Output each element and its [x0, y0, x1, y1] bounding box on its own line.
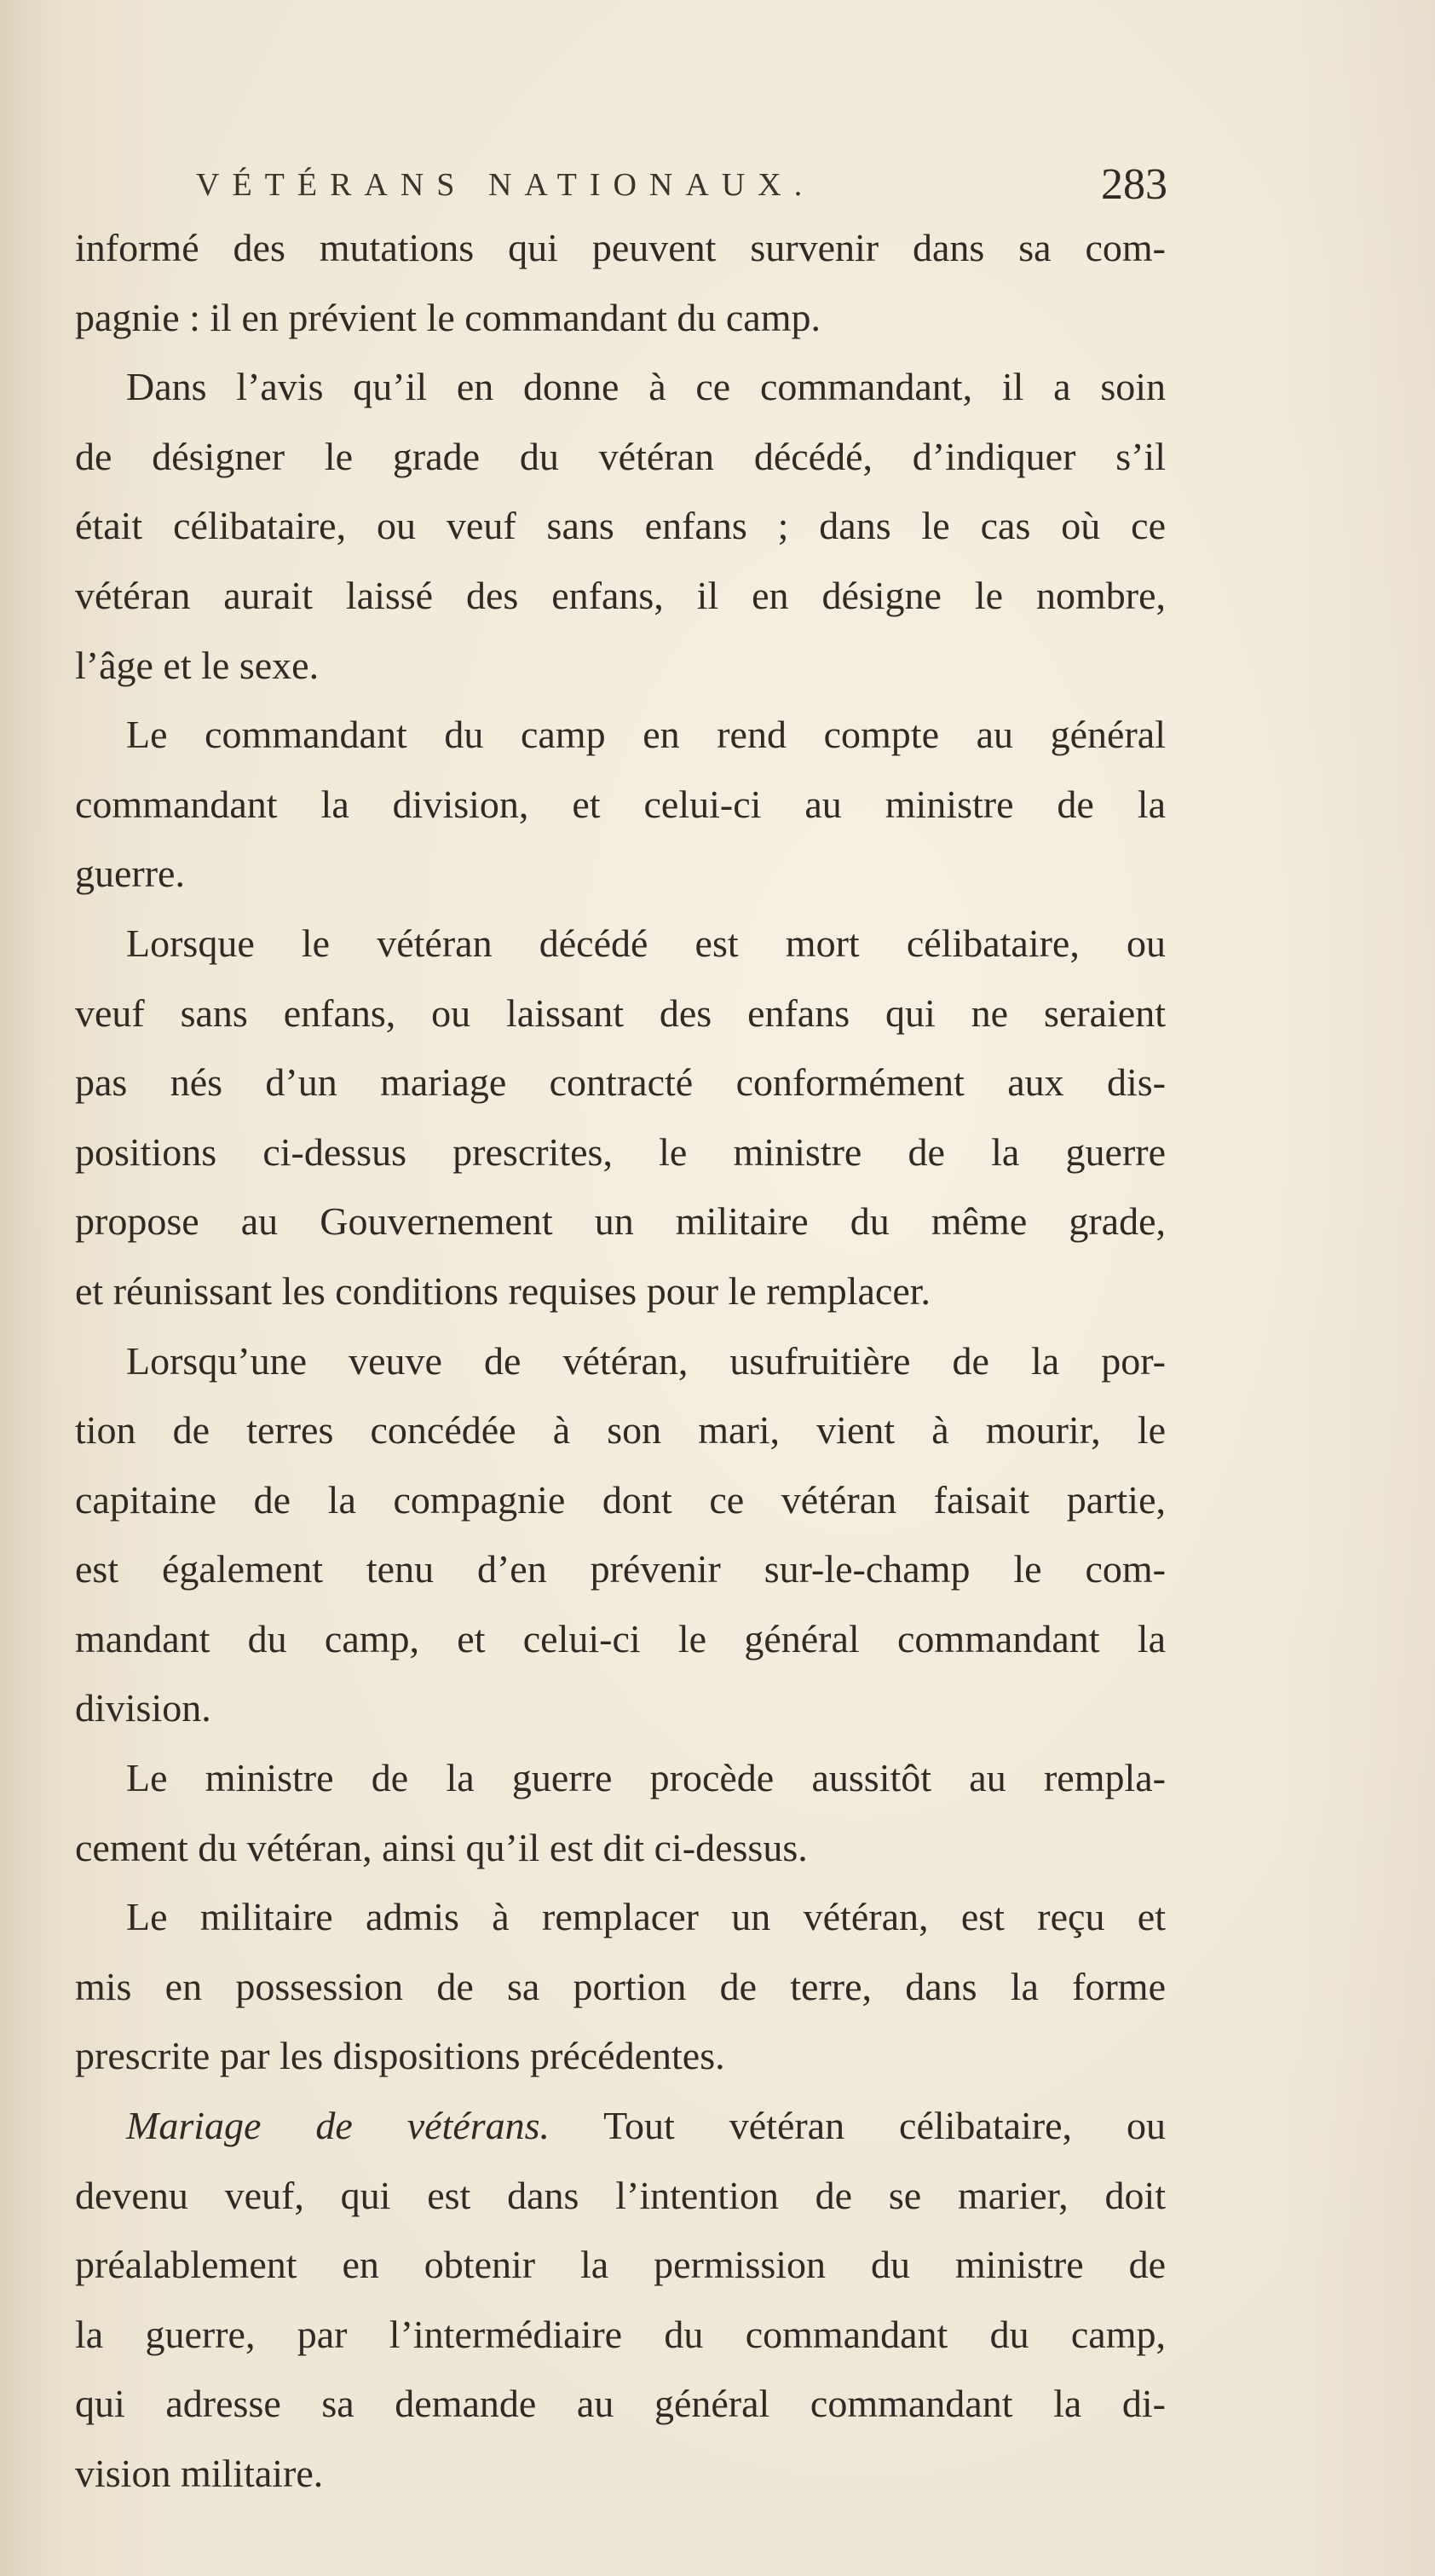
- marginal-heading: Mariage de vétérans.: [126, 2104, 550, 2148]
- text-line: l’âge et le sexe.: [75, 643, 320, 687]
- text-line: cement du vétéran, ainsi qu’il est dit ci-dessus.: [75, 1825, 808, 1869]
- text-line: mandant du camp, et celui-ci le général commandant la: [75, 1616, 1166, 1661]
- text-line: [75, 2091, 1166, 2161]
- text-line: de désigner le grade du vétéran décédé, d’indiquer s’il: [75, 434, 1166, 478]
- text-line: Dans l’avis qu’il en donne à ce commandant, il a soin: [126, 365, 1166, 409]
- text-line: vision militaire.: [75, 2452, 324, 2495]
- text-line: capitaine de la compagnie dont ce vétéran faisait partie,: [75, 1477, 1166, 1522]
- text-line: devenu veuf, qui est dans l’intention de se marier, doit: [75, 2173, 1166, 2217]
- text-line: Le commandant du camp en rend compte au général: [126, 713, 1166, 757]
- text-line: mis en possession de sa portion de terre, dans la forme: [75, 1964, 1166, 2008]
- text-line: division.: [75, 1686, 211, 1730]
- text-line: veuf sans enfans, ou laissant des enfans qui ne seraient: [75, 991, 1166, 1035]
- text-line: Lorsqu’une veuve de vétéran, usufruitière de la por-: [126, 1338, 1166, 1383]
- text-line: vétéran aurait laissé des enfans, il en désigne le nombre,: [75, 573, 1166, 617]
- text-line: et réunissant les conditions requises pour le remplacer.: [75, 1268, 931, 1313]
- text-line: Le militaire admis à remplacer un vétéran, est reçu et: [126, 1895, 1166, 1939]
- text-line: Le ministre de la guerre procède aussitôt au rempla-: [126, 1756, 1166, 1800]
- text-line: Lorsque le vétéran décédé est mort célibataire, ou: [126, 921, 1166, 965]
- text-block: [75, 213, 1166, 2509]
- text-line: est également tenu d’en prévenir sur-le-champ le com-: [75, 1547, 1166, 1591]
- text-line: prescrite par les dispositions précédentes.: [75, 2034, 725, 2078]
- text-line: qui adresse sa demande au général commandant la di-: [75, 2382, 1166, 2426]
- text-line: tion de terres concédée à son mari, vient à mourir, le: [75, 1408, 1166, 1453]
- text-line: pas nés d’un mariage contracté conformément aux dis-: [75, 1060, 1166, 1105]
- text-line: la guerre, par l’intermédiaire du commandant du camp,: [75, 2312, 1166, 2356]
- running-title: VÉTÉRANS NATIONAUX.: [196, 167, 815, 203]
- text-line: propose au Gouvernement un militaire du même grade,: [75, 1199, 1166, 1244]
- text-line: commandant la division, et celui-ci au ministre de la: [75, 782, 1166, 826]
- text-line: informé des mutations qui peuvent survenir dans sa com-: [75, 226, 1166, 269]
- text-line: était célibataire, ou veuf sans enfans ; dans le cas où ce: [75, 504, 1166, 548]
- page-number: 283: [1101, 160, 1167, 209]
- text-line: préalablement en obtenir la permission du ministre de: [75, 2243, 1166, 2287]
- text-line: pagnie : il en prévient le commandant du camp.: [75, 295, 821, 339]
- text-line-rest: Tout vétéran célibataire, ou: [550, 2104, 1166, 2148]
- text-line: guerre.: [75, 852, 185, 896]
- text-line: positions ci-dessus prescrites, le ministre de la guerre: [75, 1129, 1166, 1174]
